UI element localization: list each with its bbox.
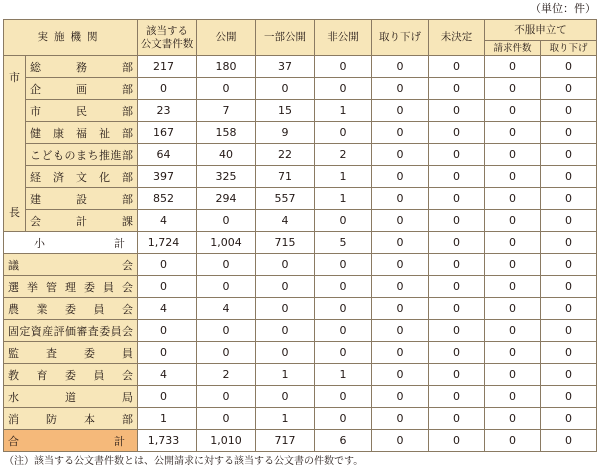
value-cell: 852 bbox=[138, 188, 197, 210]
value-cell: 0 bbox=[429, 254, 485, 276]
value-cell: 0 bbox=[256, 254, 315, 276]
value-cell: 1 bbox=[315, 100, 372, 122]
header-undecided: 未決定 bbox=[429, 20, 485, 56]
value-cell: 0 bbox=[485, 342, 541, 364]
value-cell: 0 bbox=[485, 386, 541, 408]
table-row bbox=[4, 254, 597, 276]
value-cell: 4 bbox=[138, 364, 197, 386]
value-cell: 0 bbox=[485, 100, 541, 122]
value-cell: 0 bbox=[138, 386, 197, 408]
value-cell: 717 bbox=[256, 430, 315, 452]
agency-name bbox=[4, 364, 138, 386]
agency-name-text: 消防本部 bbox=[8, 412, 133, 426]
header-disclosed: 公開 bbox=[197, 20, 256, 56]
value-cell: 557 bbox=[256, 188, 315, 210]
department-name bbox=[26, 122, 138, 144]
department-name bbox=[26, 56, 138, 78]
department-name-text: こどものまち推進部 bbox=[30, 148, 133, 162]
value-cell: 0 bbox=[315, 56, 372, 78]
value-cell: 325 bbox=[197, 166, 256, 188]
total-row bbox=[4, 430, 597, 452]
value-cell: 0 bbox=[372, 342, 429, 364]
value-cell: 0 bbox=[138, 276, 197, 298]
value-cell: 0 bbox=[138, 254, 197, 276]
value-cell: 0 bbox=[372, 122, 429, 144]
value-cell: 0 bbox=[372, 298, 429, 320]
value-cell: 0 bbox=[372, 408, 429, 430]
subtotal-label bbox=[4, 232, 138, 254]
value-cell: 0 bbox=[315, 386, 372, 408]
value-cell: 0 bbox=[429, 78, 485, 100]
value-cell: 0 bbox=[197, 78, 256, 100]
value-cell: 0 bbox=[372, 254, 429, 276]
value-cell: 2 bbox=[315, 144, 372, 166]
agency-name bbox=[4, 320, 138, 342]
value-cell: 0 bbox=[256, 386, 315, 408]
value-cell: 0 bbox=[429, 122, 485, 144]
value-cell: 0 bbox=[429, 188, 485, 210]
value-cell: 0 bbox=[256, 298, 315, 320]
table-row bbox=[4, 78, 597, 100]
value-cell: 0 bbox=[372, 364, 429, 386]
value-cell: 0 bbox=[485, 298, 541, 320]
value-cell: 0 bbox=[429, 430, 485, 452]
header-nondisclosed: 非公開 bbox=[315, 20, 372, 56]
value-cell: 1 bbox=[315, 188, 372, 210]
value-cell: 1,004 bbox=[197, 232, 256, 254]
value-cell: 15 bbox=[256, 100, 315, 122]
department-name bbox=[26, 100, 138, 122]
value-cell: 2 bbox=[197, 364, 256, 386]
value-cell: 0 bbox=[138, 342, 197, 364]
value-cell: 0 bbox=[541, 386, 597, 408]
value-cell: 0 bbox=[541, 276, 597, 298]
agency-name-text: 固定資産評価審査委員会 bbox=[8, 324, 133, 338]
value-cell: 0 bbox=[485, 56, 541, 78]
value-cell: 0 bbox=[372, 210, 429, 232]
value-cell: 0 bbox=[372, 144, 429, 166]
department-name-text: 総務部 bbox=[30, 60, 133, 74]
value-cell: 0 bbox=[485, 408, 541, 430]
agency-name-text: 教育委員会 bbox=[8, 368, 133, 382]
value-cell: 0 bbox=[197, 386, 256, 408]
header-applicable-text: 該当する 公文書件数 bbox=[140, 24, 194, 50]
department-name bbox=[26, 188, 138, 210]
value-cell: 0 bbox=[429, 386, 485, 408]
value-cell: 0 bbox=[429, 342, 485, 364]
department-name bbox=[26, 166, 138, 188]
value-cell: 0 bbox=[485, 276, 541, 298]
value-cell: 0 bbox=[138, 320, 197, 342]
value-cell: 0 bbox=[372, 386, 429, 408]
value-cell: 0 bbox=[429, 166, 485, 188]
value-cell: 1,724 bbox=[138, 232, 197, 254]
agency-name bbox=[4, 408, 138, 430]
value-cell: 0 bbox=[315, 320, 372, 342]
value-cell: 0 bbox=[541, 298, 597, 320]
header-agency: 実施機関 bbox=[4, 20, 138, 56]
value-cell: 1 bbox=[315, 364, 372, 386]
header-withdrawn: 取り下げ bbox=[372, 20, 429, 56]
value-cell: 0 bbox=[485, 232, 541, 254]
value-cell: 0 bbox=[485, 188, 541, 210]
value-cell: 0 bbox=[372, 188, 429, 210]
value-cell: 0 bbox=[541, 320, 597, 342]
value-cell: 0 bbox=[372, 166, 429, 188]
value-cell: 0 bbox=[315, 122, 372, 144]
value-cell: 0 bbox=[541, 78, 597, 100]
table-row bbox=[4, 320, 597, 342]
value-cell: 0 bbox=[372, 430, 429, 452]
value-cell: 9 bbox=[256, 122, 315, 144]
table-body bbox=[4, 56, 597, 452]
value-cell: 0 bbox=[429, 56, 485, 78]
value-cell: 397 bbox=[138, 166, 197, 188]
value-cell: 4 bbox=[138, 210, 197, 232]
value-cell: 180 bbox=[197, 56, 256, 78]
value-cell: 23 bbox=[138, 100, 197, 122]
value-cell: 0 bbox=[256, 276, 315, 298]
value-cell: 0 bbox=[315, 276, 372, 298]
department-name-text: 会計課 bbox=[30, 214, 133, 228]
value-cell: 0 bbox=[315, 298, 372, 320]
value-cell: 7 bbox=[197, 100, 256, 122]
value-cell: 0 bbox=[372, 320, 429, 342]
table-row bbox=[4, 100, 597, 122]
disclosure-table bbox=[3, 19, 597, 452]
value-cell: 0 bbox=[429, 144, 485, 166]
header-appeal-withdrawn: 取り下げ bbox=[541, 41, 597, 56]
table-row bbox=[4, 188, 597, 210]
department-name-text: 市民部 bbox=[30, 104, 133, 118]
value-cell: 158 bbox=[197, 122, 256, 144]
city-mayor-label-stack bbox=[4, 65, 25, 223]
header-partial: 一部公開 bbox=[256, 20, 315, 56]
value-cell: 0 bbox=[197, 276, 256, 298]
city-label-bottom: 長 bbox=[9, 205, 20, 219]
department-name-text: 経済文化部 bbox=[30, 170, 133, 184]
value-cell: 1 bbox=[256, 408, 315, 430]
value-cell: 0 bbox=[372, 78, 429, 100]
agency-name bbox=[4, 298, 138, 320]
value-cell: 0 bbox=[485, 430, 541, 452]
subtotal-row bbox=[4, 232, 597, 254]
value-cell: 0 bbox=[372, 276, 429, 298]
value-cell: 0 bbox=[541, 364, 597, 386]
total-label bbox=[4, 430, 138, 452]
agency-name-text: 選挙管理委員会 bbox=[8, 280, 133, 294]
value-cell: 22 bbox=[256, 144, 315, 166]
value-cell: 0 bbox=[541, 56, 597, 78]
table-row bbox=[4, 364, 597, 386]
value-cell: 0 bbox=[485, 122, 541, 144]
value-cell: 0 bbox=[541, 408, 597, 430]
value-cell: 0 bbox=[541, 210, 597, 232]
value-cell: 0 bbox=[541, 342, 597, 364]
value-cell: 0 bbox=[485, 254, 541, 276]
value-cell: 0 bbox=[197, 210, 256, 232]
agency-name-text: 水道局 bbox=[8, 390, 133, 404]
agency-name bbox=[4, 342, 138, 364]
value-cell: 0 bbox=[485, 166, 541, 188]
value-cell: 4 bbox=[197, 298, 256, 320]
value-cell: 4 bbox=[138, 298, 197, 320]
department-name-text: 健康福祉部 bbox=[30, 126, 133, 140]
table-row bbox=[4, 210, 597, 232]
value-cell: 71 bbox=[256, 166, 315, 188]
table-row bbox=[4, 276, 597, 298]
department-name bbox=[26, 78, 138, 100]
value-cell: 0 bbox=[429, 364, 485, 386]
value-cell: 0 bbox=[541, 166, 597, 188]
value-cell: 0 bbox=[541, 254, 597, 276]
value-cell: 0 bbox=[485, 364, 541, 386]
agency-name-text: 農業委員会 bbox=[8, 302, 133, 316]
value-cell: 0 bbox=[138, 78, 197, 100]
value-cell: 0 bbox=[372, 232, 429, 254]
agency-name bbox=[4, 276, 138, 298]
value-cell: 0 bbox=[541, 144, 597, 166]
value-cell: 5 bbox=[315, 232, 372, 254]
value-cell: 715 bbox=[256, 232, 315, 254]
value-cell: 4 bbox=[256, 210, 315, 232]
value-cell: 0 bbox=[429, 320, 485, 342]
value-cell: 0 bbox=[429, 100, 485, 122]
value-cell: 6 bbox=[315, 430, 372, 452]
value-cell: 294 bbox=[197, 188, 256, 210]
value-cell: 40 bbox=[197, 144, 256, 166]
value-cell: 0 bbox=[429, 408, 485, 430]
header-appeal-count: 請求件数 bbox=[485, 41, 541, 56]
value-cell: 0 bbox=[315, 408, 372, 430]
value-cell: 0 bbox=[485, 78, 541, 100]
value-cell: 0 bbox=[256, 342, 315, 364]
subtotal-label-text: 小計 bbox=[34, 236, 125, 250]
department-name bbox=[26, 210, 138, 232]
value-cell: 217 bbox=[138, 56, 197, 78]
agency-name-text: 監査委員 bbox=[8, 346, 133, 360]
value-cell: 0 bbox=[315, 78, 372, 100]
department-name-text: 企画部 bbox=[30, 82, 133, 96]
table-row bbox=[4, 298, 597, 320]
table-row bbox=[4, 122, 597, 144]
department-name bbox=[26, 144, 138, 166]
value-cell: 0 bbox=[541, 430, 597, 452]
value-cell: 0 bbox=[541, 188, 597, 210]
agency-name bbox=[4, 386, 138, 408]
table-row bbox=[4, 56, 597, 78]
footnote: （注）該当する公文書件数とは、公開請求に対する該当する公文書の件数です。 bbox=[4, 456, 364, 467]
value-cell: 0 bbox=[256, 78, 315, 100]
city-label-top: 市 bbox=[9, 70, 20, 84]
unit-label: （単位：件） bbox=[530, 2, 596, 15]
value-cell: 37 bbox=[256, 56, 315, 78]
header-applicable bbox=[138, 20, 197, 56]
value-cell: 0 bbox=[485, 210, 541, 232]
value-cell: 1,733 bbox=[138, 430, 197, 452]
value-cell: 0 bbox=[429, 276, 485, 298]
value-cell: 1 bbox=[256, 364, 315, 386]
value-cell: 0 bbox=[485, 320, 541, 342]
value-cell: 1,010 bbox=[197, 430, 256, 452]
value-cell: 0 bbox=[541, 100, 597, 122]
value-cell: 0 bbox=[372, 56, 429, 78]
value-cell: 167 bbox=[138, 122, 197, 144]
value-cell: 0 bbox=[315, 210, 372, 232]
value-cell: 0 bbox=[197, 342, 256, 364]
table-row bbox=[4, 408, 597, 430]
value-cell: 0 bbox=[429, 232, 485, 254]
value-cell: 0 bbox=[315, 342, 372, 364]
value-cell: 0 bbox=[256, 320, 315, 342]
department-name-text: 建設部 bbox=[30, 192, 133, 206]
value-cell: 0 bbox=[541, 232, 597, 254]
value-cell: 1 bbox=[138, 408, 197, 430]
value-cell: 0 bbox=[197, 408, 256, 430]
value-cell: 0 bbox=[315, 254, 372, 276]
table-row bbox=[4, 144, 597, 166]
value-cell: 0 bbox=[197, 320, 256, 342]
agency-name-text: 議会 bbox=[8, 258, 133, 272]
table-row bbox=[4, 342, 597, 364]
city-mayor-group-label bbox=[4, 56, 26, 232]
value-cell: 0 bbox=[541, 122, 597, 144]
header-appeal: 不服申立て bbox=[485, 20, 597, 41]
agency-name bbox=[4, 254, 138, 276]
value-cell: 1 bbox=[315, 166, 372, 188]
table-row bbox=[4, 386, 597, 408]
table-row bbox=[4, 166, 597, 188]
total-label-text: 合計 bbox=[8, 434, 125, 448]
value-cell: 64 bbox=[138, 144, 197, 166]
value-cell: 0 bbox=[429, 298, 485, 320]
value-cell: 0 bbox=[197, 254, 256, 276]
value-cell: 0 bbox=[485, 144, 541, 166]
value-cell: 0 bbox=[429, 210, 485, 232]
value-cell: 0 bbox=[372, 100, 429, 122]
